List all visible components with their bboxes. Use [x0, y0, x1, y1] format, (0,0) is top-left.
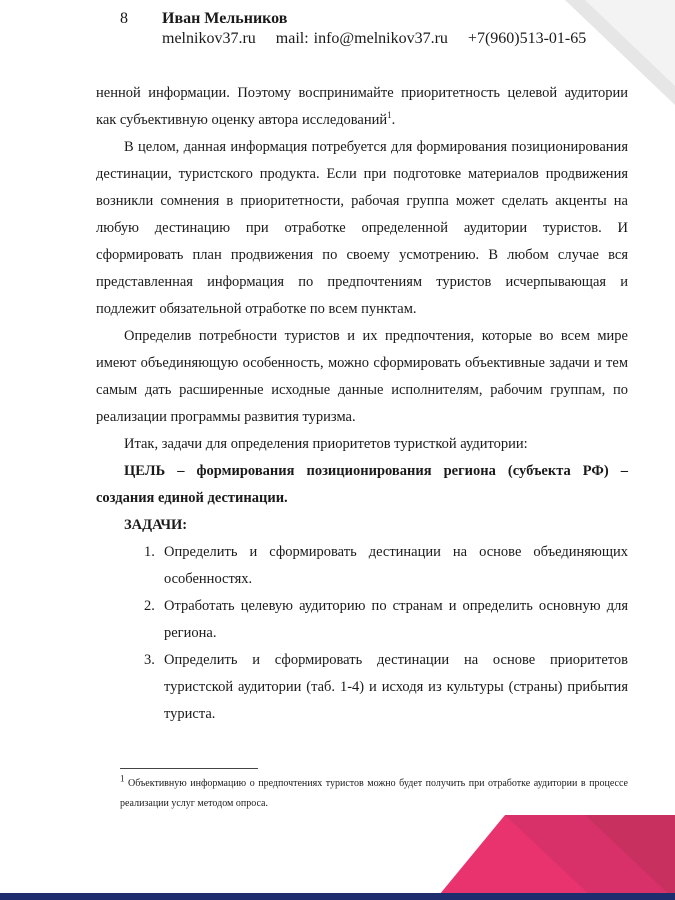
paragraph: В целом, данная информация потребуется для формирования позиционирования дестинации, туристского продукта. Если при подготовке материалов продвижения возникли сомнения в приоритетности, рабочая группа может сделать акценты на любую дестинацию при отработке определенной аудитории туристов. И сформировать план продвижения по своему усмотрению. В любом случае вся представленная информация по предпочтениям туристов исчерпывающая и подлежит обязательной отработке по всем пунктам. [96, 139, 628, 317]
footnote-divider [120, 768, 258, 769]
list-item-number: 1. [144, 544, 155, 560]
corner-decoration-bottom [435, 815, 675, 900]
author-contacts: melnikov37.ru mail: info@melnikov37.ru +7(960)513-01-65 [162, 30, 587, 47]
page-number: 8 [120, 10, 128, 27]
footnote-text: Объективную информацию о предпочтениях туристов можно будет получить при отработке аудитории в процессе реализации услуг методом опроса. [120, 778, 628, 809]
paragraph-continuation: ненной информации. Поэтому воспринимайте приоритетность целевой аудитории как субъективную оценку автора исследований$^1$. [96, 85, 628, 128]
footnote [120, 774, 628, 814]
page-body [96, 80, 628, 728]
goal-statement: ЦЕЛЬ – формирования позиционирования региона (субъекта РФ) – создания единой дестинации. [96, 463, 628, 506]
list-item-text: Определить и сформировать дестинации на основе приоритетов туристской аудитории (таб. 1-4) и исходя из культуры (страны) прибытия туриста. [164, 652, 628, 722]
list-item-number: 3. [144, 652, 155, 668]
author-name: Иван Мельников [162, 10, 288, 27]
footnote-reference[interactable]: 1 [387, 110, 392, 121]
paragraph: Определив потребности туристов и их предпочтения, которые во всем мире имеют объединяющую особенность, можно сформировать объективные задачи и тем самым дать расширенные исходные данные исполнителям, рабочим группам, по реализации программы развития туризма. [96, 328, 628, 425]
footnote-marker: 1 [120, 773, 125, 784]
list-item [96, 647, 628, 728]
list-item [96, 539, 628, 593]
list-item-text: Отработать целевую аудиторию по странам и определить основную для региона. [164, 598, 628, 641]
tasks-list [96, 539, 628, 728]
list-item [96, 593, 628, 647]
bottom-accent-bar [0, 893, 675, 900]
list-item-number: 2. [144, 598, 155, 614]
paragraph: Итак, задачи для определения приоритетов туристкой аудитории: [124, 436, 528, 452]
tasks-heading: ЗАДАЧИ: [124, 517, 188, 533]
list-item-text: Определить и сформировать дестинации на основе объединяющих особенностях. [164, 544, 628, 587]
